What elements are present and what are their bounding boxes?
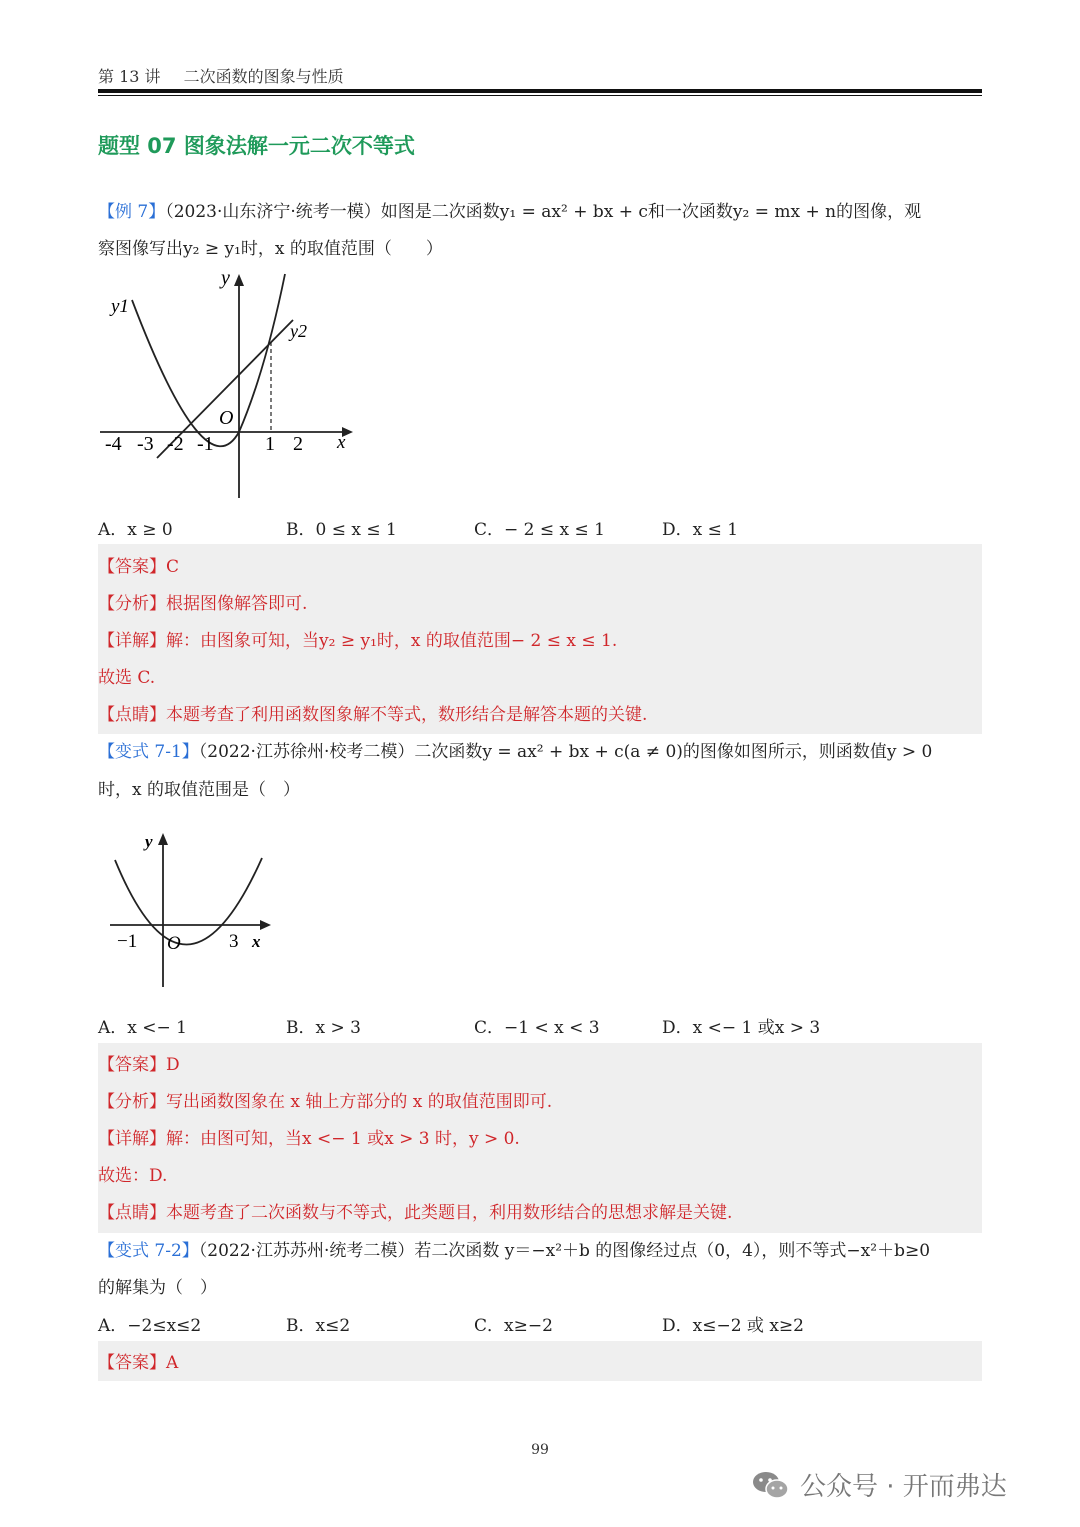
right-root-label: 3 <box>229 931 239 952</box>
example7-stem-line2: 察图像写出y₂ ≥ y₁时，x 的取值范围（ ） <box>98 239 443 259</box>
example7-comment: 【点睛】本题考查了利用函数图象解不等式，数形结合是解答本题的关键. <box>98 705 648 725</box>
y-axis-arrow <box>234 274 244 286</box>
variant72-option-b: B．x≤2 <box>286 1316 351 1336</box>
variant71-option-c: C．−1 < x < 3 <box>474 1018 600 1038</box>
origin-label: O <box>167 933 181 954</box>
example7-stem1-text: （2023·山东济宁·统考一模）如图是二次函数y₁ = ax² + bx + c和一次函数y₂ = mx + n的图像，观 <box>165 202 922 222</box>
tick-label: -1 <box>197 433 214 455</box>
page-number: 99 <box>531 1442 549 1458</box>
variant71-choose: 故选：D. <box>98 1166 168 1186</box>
x-axis-arrow <box>260 920 271 930</box>
example7-stem-line1 <box>98 197 921 222</box>
y-axis-arrow <box>158 833 168 845</box>
lecture-number: 第 13 讲 <box>98 67 161 86</box>
watermark <box>752 1466 1007 1503</box>
example7-graph <box>95 262 360 507</box>
variant71-stem-line1 <box>98 737 932 762</box>
tick-label: -2 <box>167 433 184 455</box>
variant71-tag: 【变式 7-1】 <box>98 742 199 762</box>
example7-option-c: C．− 2 ≤ x ≤ 1 <box>474 520 605 540</box>
tick-label: 2 <box>293 433 303 455</box>
parabola-y1 <box>132 274 285 446</box>
running-header <box>98 64 362 87</box>
variant72-tag: 【变式 7-2】 <box>98 1241 199 1261</box>
variant71-answer: 【答案】D <box>98 1055 180 1075</box>
variant72-stem-line1 <box>98 1236 930 1261</box>
example7-choose: 故选 C. <box>98 668 156 688</box>
variant72-stem1-text: （2022·江苏苏州·统考二模）若二次函数 y＝−x²＋b 的图像经过点（0，4），则不等式−x²＋b≥0 <box>198 1241 931 1261</box>
y-axis-label: y <box>221 267 230 289</box>
variant71-comment: 【点睛】本题考查了二次函数与不等式，此类题目，利用数形结合的思想求解是关键. <box>98 1203 733 1223</box>
tick-label: -3 <box>137 433 154 455</box>
variant71-option-b: B．x > 3 <box>286 1018 361 1038</box>
variant71-option-a: A．x <− 1 <box>98 1018 187 1038</box>
example7-option-a: A．x ≥ 0 <box>98 520 173 540</box>
example7-option-d: D．x ≤ 1 <box>662 520 739 540</box>
origin-label: O <box>219 407 234 429</box>
variant71-option-d: D．x <− 1 或x > 3 <box>662 1018 821 1038</box>
example7-option-b: B．0 ≤ x ≤ 1 <box>286 520 397 540</box>
y-axis-label: y <box>145 832 153 851</box>
variant72-stem-line2: 的解集为（ ） <box>98 1278 217 1298</box>
section-title: 题型 07 图象法解一元二次不等式 <box>98 134 415 158</box>
tick-label: -4 <box>105 433 122 455</box>
lecture-topic: 二次函数的图象与性质 <box>183 67 344 86</box>
variant71-stem1-text: （2022·江苏徐州·校考二模）二次函数y = ax² + bx + c(a ≠ 0)的图像如图所示，则函数值y > 0 <box>198 742 933 762</box>
x-axis-label: x <box>337 432 346 453</box>
header-rule-thin <box>98 95 982 96</box>
wechat-icon <box>752 1470 790 1500</box>
header-rule-thick <box>98 89 982 93</box>
watermark-text: 公众号 · 开而弗达 <box>800 1472 1007 1502</box>
x-axis-label: x <box>252 932 261 951</box>
tick-label: 1 <box>265 433 275 455</box>
variant72-option-d: D．x≤−2 或 x≥2 <box>662 1316 804 1336</box>
variant72-answer-block <box>98 1341 982 1381</box>
variant71-detail: 【详解】解：由图可知，当x <− 1 或x > 3 时，y > 0. <box>98 1129 520 1149</box>
example7-answer: 【答案】C <box>98 557 180 577</box>
example7-analysis: 【分析】根据图像解答即可. <box>98 594 308 614</box>
example7-detail: 【详解】解：由图象可知，当y₂ ≥ y₁时，x 的取值范围− 2 ≤ x ≤ 1. <box>98 631 618 651</box>
variant71-stem-line2: 时，x 的取值范围是（ ） <box>98 780 300 800</box>
left-root-label: −1 <box>117 931 138 952</box>
example7-tag: 【例 7】 <box>98 202 166 222</box>
variant71-graph <box>105 825 275 990</box>
variant72-option-a: A．−2≤x≤2 <box>98 1316 202 1336</box>
variant72-answer: 【答案】A <box>98 1353 179 1373</box>
variant71-analysis: 【分析】写出函数图象在 x 轴上方部分的 x 的取值范围即可. <box>98 1092 553 1112</box>
y1-label: y1 <box>111 296 129 317</box>
variant72-option-c: C．x≥−2 <box>474 1316 553 1336</box>
y2-label: y2 <box>290 321 307 341</box>
